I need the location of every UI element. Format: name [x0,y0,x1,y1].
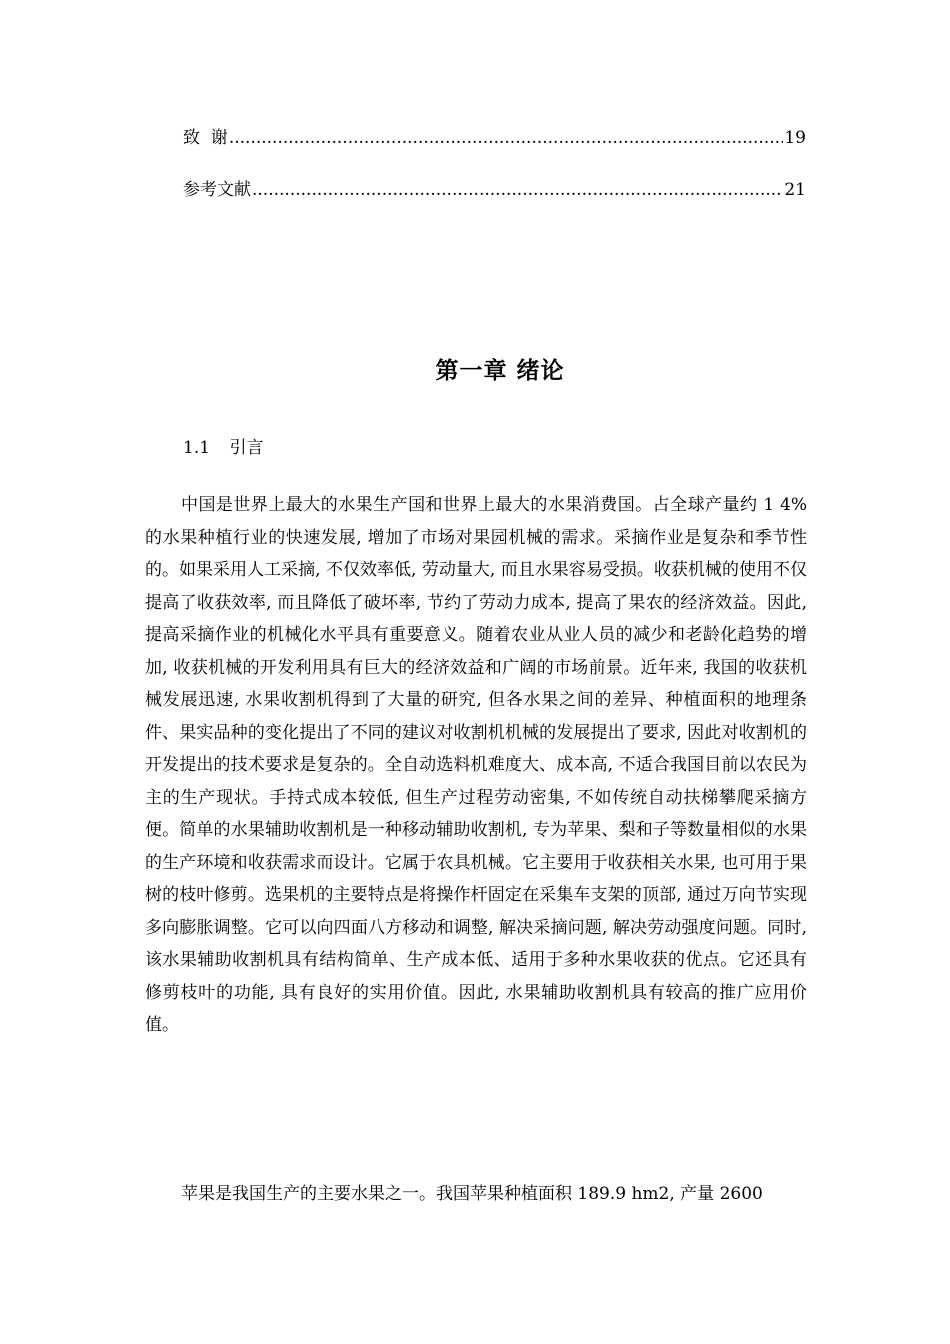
toc-leader-dots [229,126,784,150]
section-label: 引言 [229,438,264,458]
toc-entry-acknowledgements[interactable] [183,126,806,150]
toc-leader-dots [252,178,783,202]
toc-entry-page: 21 [784,180,806,200]
section-heading [183,435,263,461]
section-number: 1.1 [183,438,211,458]
toc-entry-title: 致 谢 [183,128,228,148]
table-of-contents-continued [183,178,806,202]
body-paragraph: 中国是世界上最大的水果生产国和世界上最大的水果消费国。占全球产量约 1 4% 的水果种植行业的快速发展, 增加了市场对果园机械的需求。采摘作业是复杂和季节性的。如果采用人工采摘, 不仅效率低, 劳动量大, 而且水果容易受损。收获机械的使用不仅提高了收获效率, 而且降低了破坏率, 节约了劳动力成本, 提高了果农的经济效益。因此, 提高采摘作业的机械化水平具有重要意义。随着农业从业人员的减少和老龄化趋势的增加, 收获机械的开发利用具有巨大的经济效益和广阔的市场前景。近年来, 我国的收获机械发展迅速, 水果收割机得到了大量的研究, 但各水果之间的差异、种植面积的地理条件、果实品种的变化提出了不同的建议对收割机机械的发展提出了要求, 因此对收割机的开发提出的技术要求是复杂的。全自动选料机难度大、成本高, 不适合我国目前以农民为主的生产现状。手持式成本较低, 但生产过程劳动密集, 不如传统自动扶梯攀爬采摘方便。简单的水果辅助收割机是一种移动辅助收割机, 专为苹果、梨和子等数量相似的水果的生产环境和收获需求而设计。它属于农具机械。它主要用于收获相关水果, 也可用于果树的枝叶修剪。选果机的主要特点是将操作杆固定在采集车支架的顶部, 通过万向节实现多向膨胀调整。它可以向四面八方移动和调整, 解决采摘问题, 解决劳动强度问题。同时, 该水果辅助收割机具有结构简单、生产成本低、适用于多种水果收获的优点。它还具有修剪枝叶的功能, 具有良好的实用价值。因此, 水果辅助收割机具有较高的推广应用价值。 [145,495,807,1035]
table-of-contents [183,126,806,150]
chapter-title: 第一章 绪论 [435,358,565,384]
toc-entry-page: 19 [784,128,806,148]
toc-entry-title: 参考文献 [183,180,251,200]
body-paragraph: 苹果是我国生产的主要水果之一。我国苹果种植面积 189.9 hm2, 产量 2600 [181,1184,763,1204]
toc-entry-references[interactable] [183,178,806,202]
